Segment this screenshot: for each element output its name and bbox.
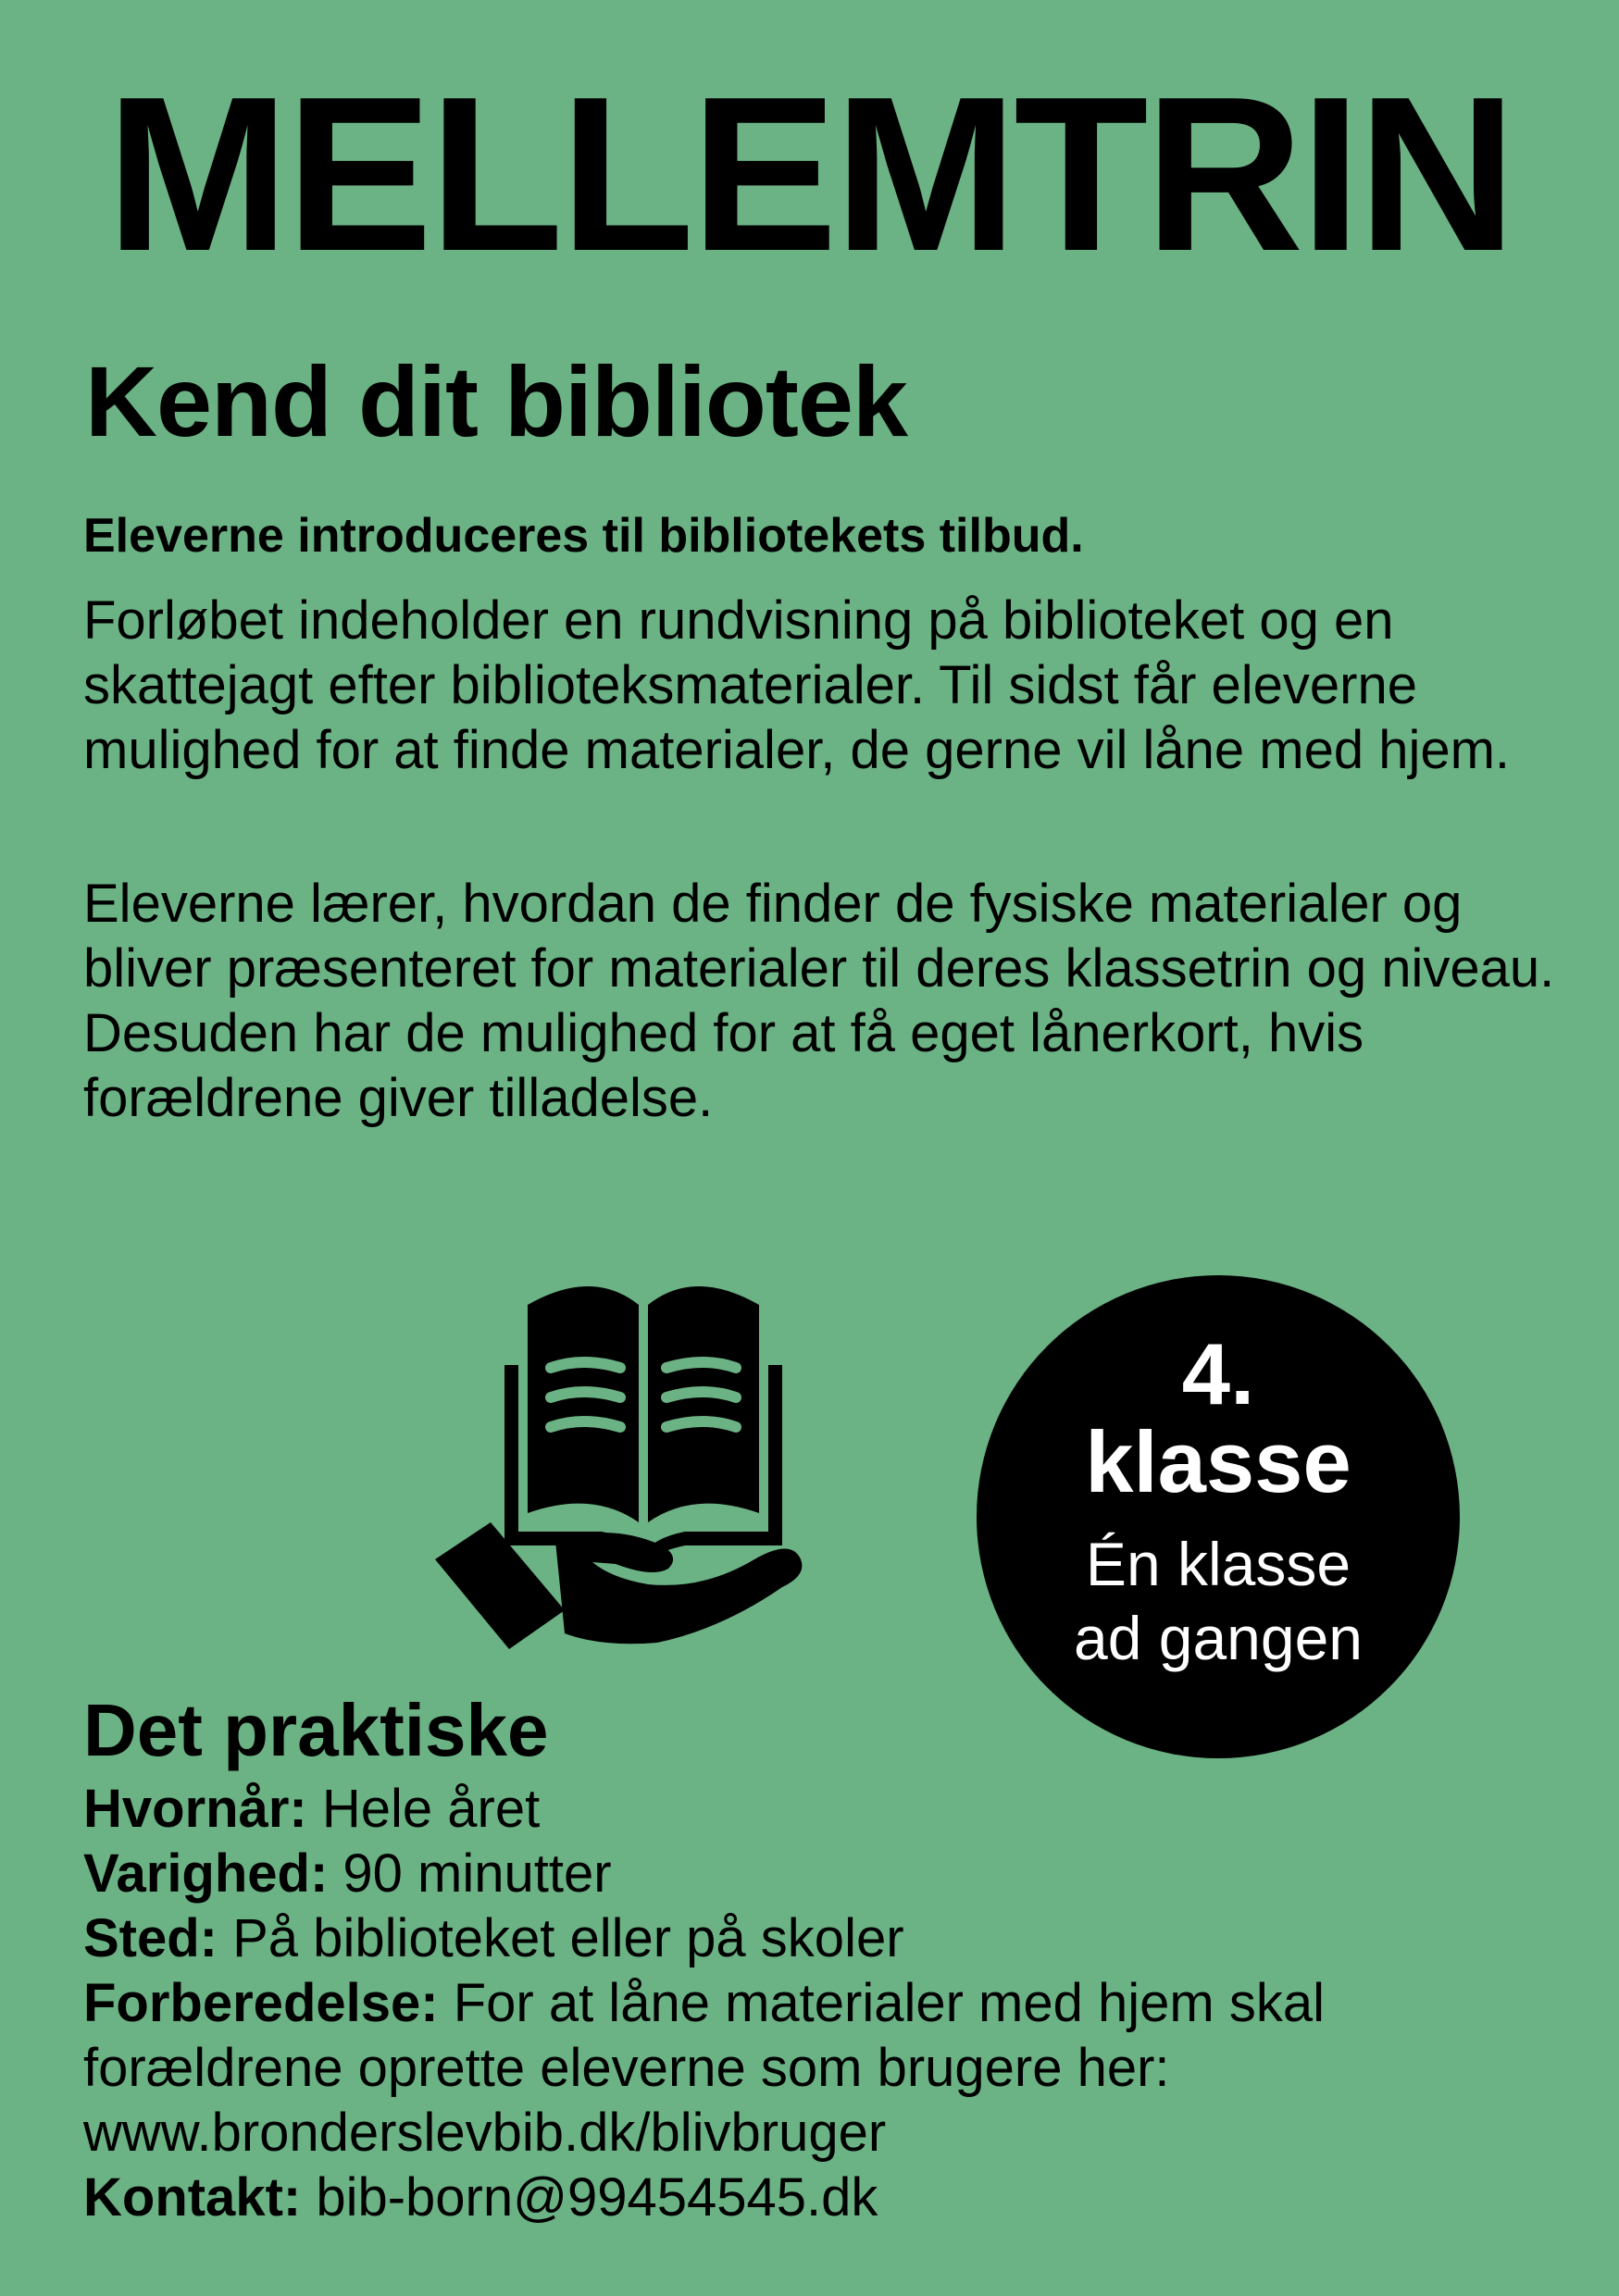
info-contact: [83, 2166, 1564, 2230]
page-title: Kend dit bibliotek: [85, 345, 907, 457]
practical-info: [83, 1777, 1564, 2230]
info-place: [83, 1906, 1564, 1971]
lead-text: Eleverne introduceres til bibliotekets tilbud.: [83, 509, 1084, 563]
duration-label: Varighed:: [83, 1843, 329, 1904]
duration-value: 90 minutter: [342, 1843, 612, 1904]
when-value: Hele året: [321, 1779, 541, 1839]
when-label: Hvornår:: [83, 1779, 307, 1839]
place-value: På biblioteket eller på skoler: [232, 1908, 904, 1968]
description-paragraph-1: Forløbet indeholder en rundvisning på biblioteket og en skattejagt efter biblioteksmaterialer. Til sidst får eleverne mulighed for at finde materialer, de gerne vil låne med hjem.: [83, 590, 1511, 780]
badge-klasse: klasse: [1085, 1413, 1351, 1510]
info-prep: [83, 1971, 1564, 2036]
grade-badge: [977, 1275, 1460, 1758]
practical-title: Det praktiske: [83, 1689, 549, 1771]
prep-label: Forberedelse:: [83, 1973, 439, 2033]
badge-grade: 4.: [1181, 1325, 1255, 1422]
info-duration: [83, 1842, 1564, 1906]
info-when: [83, 1777, 1564, 1842]
page-header: MELLEMTRIN: [106, 52, 1513, 297]
prep-line-1: For at låne materialer med hjem skal: [453, 1973, 1325, 2033]
description-paragraph-2: Eleverne lærer, hvordan de finder de fysiske materialer og bliver præsenteret for materialer til deres klassetrin og niveau. Desuden har de mulighed for at få eget lånerkort, hvis forældrene giver tilladelse.: [83, 874, 1555, 1128]
place-label: Sted:: [83, 1908, 218, 1968]
hand-holding-book-icon: [426, 1240, 861, 1657]
prep-line-2: forældrene oprette eleverne som brugere her:: [83, 2038, 1170, 2098]
badge-note: Én klasse ad gangen: [1074, 1530, 1363, 1672]
contact-email-link[interactable]: bib-born@99454545.dk: [316, 2167, 878, 2228]
contact-label: Kontakt:: [83, 2167, 302, 2228]
prep-url-link[interactable]: www.bronderslevbib.dk/blivbruger: [83, 2103, 887, 2163]
